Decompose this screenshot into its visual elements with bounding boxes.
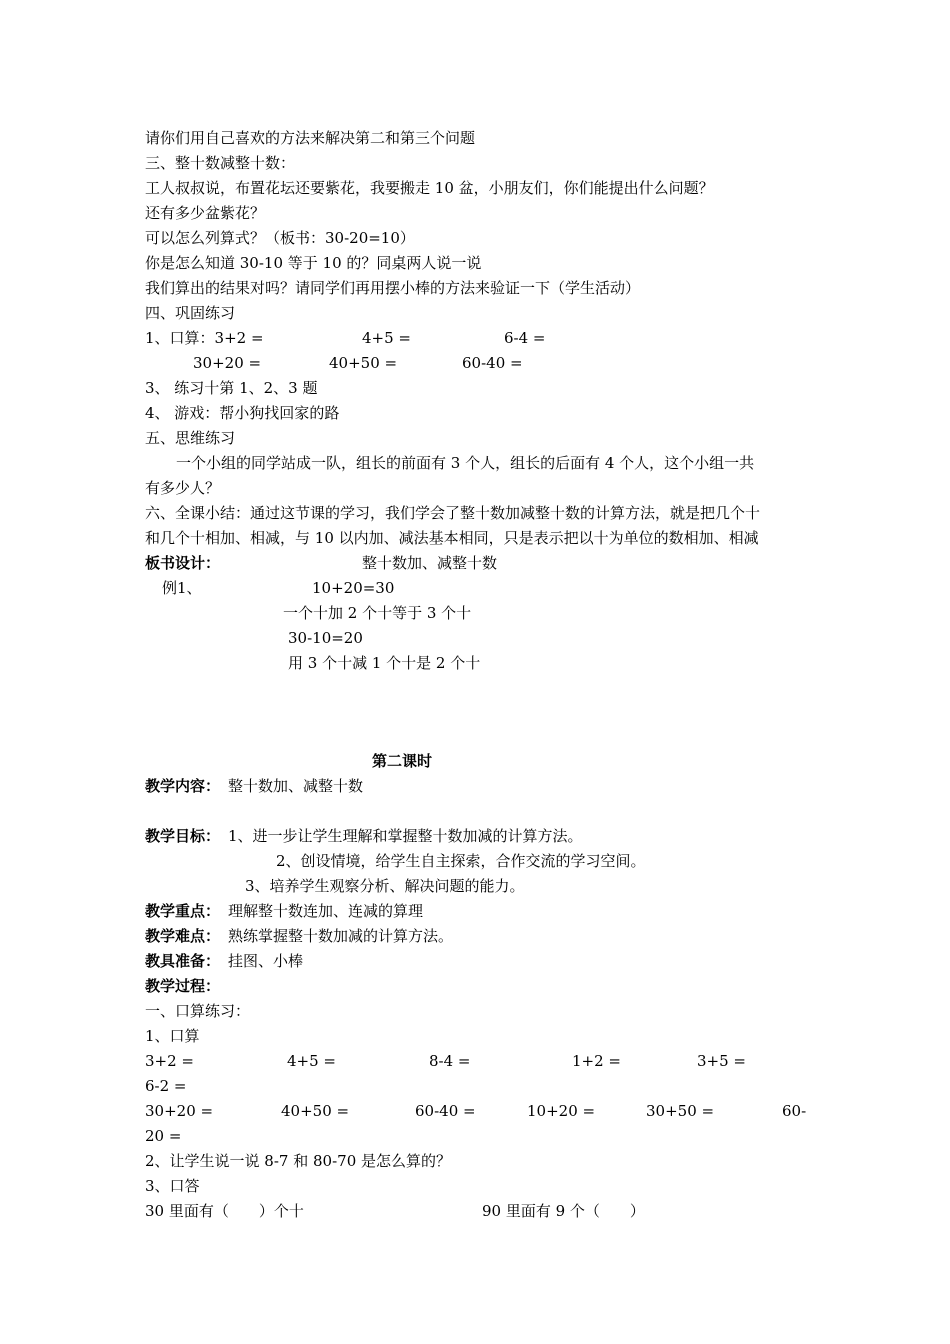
tools-value: 挂图、小棒 [228, 952, 304, 970]
board-design-title: 整十数加、减整十数 [362, 554, 498, 572]
content-value: 整十数加、减整十数 [228, 777, 364, 795]
goal-3: 3、培养学生观察分析、解决问题的能力。 [245, 877, 525, 895]
thinking-problem: 一个小组的同学站成一队，组长的前面有 3 个人，组长的后面有 4 个人，这个小组一共 [176, 454, 755, 472]
calc-b1: 30+20 = [145, 1102, 214, 1120]
line-instruction: 请你们用自己喜欢的方法来解决第二和第三个问题 [145, 129, 476, 147]
calc-a1: 3+2 = [145, 1052, 194, 1070]
fill-blank-1: 30 里面有（ ）个十 [145, 1202, 304, 1220]
calc-a6: 6-2 = [145, 1077, 187, 1095]
oral-calc-1: 1、口算：3+2 = [145, 329, 264, 347]
calc-b6: 60- [782, 1102, 807, 1120]
practice-item-3: 3、 练习十第 1、2、3 题 [145, 379, 318, 397]
focus-label: 教学重点： [145, 902, 221, 920]
board-example-formula-2: 30-10=20 [288, 629, 363, 647]
section-3-heading: 三、整十数减整十数： [145, 154, 296, 172]
line-discuss: 你是怎么知道 30-10 等于 10 的？同桌两人说一说 [145, 254, 482, 272]
calc-b5: 30+50 = [646, 1102, 715, 1120]
difficulty-value: 熟练掌握整十数加减的计算方法。 [228, 927, 454, 945]
content-label: 教学内容： [145, 777, 221, 795]
section-1-heading: 一、口算练习： [145, 1002, 251, 1020]
goal-2: 2、创设情境，给学生自主探索，合作交流的学习空间。 [276, 852, 646, 870]
tools-label: 教具准备： [145, 952, 221, 970]
focus-value: 理解整十数连加、连减的算理 [228, 902, 424, 920]
line-verify: 我们算出的结果对吗？请同学们再用摆小棒的方法来验证一下（学生活动） [145, 279, 641, 297]
fill-blank-2: 90 里面有 9 个（ ） [482, 1202, 645, 1220]
calc-a2: 4+5 = [287, 1052, 336, 1070]
goals-label: 教学目标： [145, 827, 221, 845]
summary-line-1: 六、全课小结：通过这节课的学习，我们学会了整十数加减整十数的计算方法，就是把几个十 [145, 504, 761, 522]
practice-item-4: 4、 游戏：帮小狗找回家的路 [145, 404, 340, 422]
oral-calc-2: 4+5 = [362, 329, 411, 347]
oral-answer-heading: 3、口答 [145, 1177, 200, 1195]
line-question: 还有多少盆紫花？ [145, 204, 266, 222]
calc-a4: 1+2 = [572, 1052, 621, 1070]
calc-b4: 10+20 = [527, 1102, 596, 1120]
process-label: 教学过程： [145, 977, 221, 995]
calc-a3: 8-4 = [429, 1052, 471, 1070]
line-worker-story: 工人叔叔说，布置花坛还要紫花，我要搬走 10 盆，小朋友们，你们能提出什么问题？ [145, 179, 714, 197]
calc-b6-cont: 20 = [145, 1127, 182, 1145]
oral-calc-5: 40+50 = [329, 354, 398, 372]
line-formula: 可以怎么列算式？（板书：30-20=10） [145, 229, 415, 247]
thinking-problem-cont: 有多少人？ [145, 479, 221, 497]
calc-b3: 60-40 = [415, 1102, 476, 1120]
board-design-label: 板书设计： [145, 554, 221, 572]
lesson-2-title: 第二课时 [372, 752, 433, 770]
oral-heading: 1、口算 [145, 1027, 200, 1045]
difficulty-label: 教学难点： [145, 927, 221, 945]
goal-1: 1、进一步让学生理解和掌握整十数加减的计算方法。 [228, 827, 583, 845]
oral-calc-4: 30+20 = [193, 354, 262, 372]
section-5-heading: 五、思维练习 [145, 429, 236, 447]
oral-calc-6: 60-40 = [462, 354, 523, 372]
oral-calc-3: 6-4 = [504, 329, 546, 347]
discuss-item-2: 2、让学生说一说 8-7 和 80-70 是怎么算的？ [145, 1152, 452, 1170]
section-4-heading: 四、巩固练习 [145, 304, 236, 322]
board-example-formula-1: 10+20=30 [312, 579, 395, 597]
calc-a5: 3+5 = [697, 1052, 746, 1070]
board-example-label: 例1、 [162, 579, 202, 597]
board-example-explain-2: 用 3 个十减 1 个十是 2 个十 [288, 654, 481, 672]
board-example-explain-1: 一个十加 2 个十等于 3 个十 [283, 604, 472, 622]
summary-line-2: 和几个十相加、相减，与 10 以内加、减法基本相同，只是表示把以十为单位的数相加、相减 [145, 529, 759, 547]
calc-b2: 40+50 = [281, 1102, 350, 1120]
